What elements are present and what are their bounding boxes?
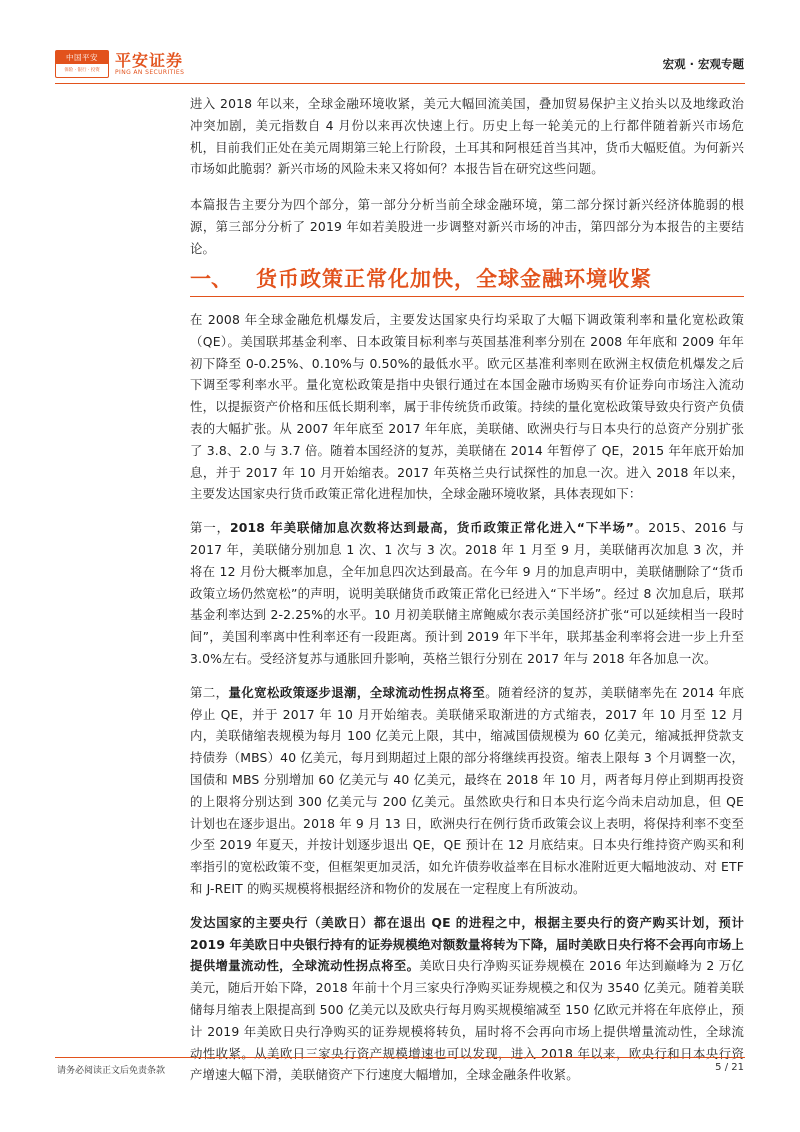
section-heading [190, 257, 744, 297]
intro-paragraph-2: 本篇报告主要分为四个部分，第一部分分析当前全球金融环境，第二部分探讨新兴经济体脆弱的根源，第三部分分析了 2019 年如若美股进一步调整对新兴市场的冲击，第四部分为本报告的主要结论。 [190, 197, 744, 256]
body-paragraph-3-rest: 。随着经济的复苏，美联储率先在 2014 年底停止 QE，并于 2017 年 10 月开始缩表。美联储采取渐进的方式缩表，2017 年 10 月至 12 月内，美联储缩表规模为每月 100 亿美元上限，其中，缩减国债规模为 60 亿美元，缩减抵押贷款支持债券（MBS）40 亿美元，每月到期超过上限的部分将继续再投资。缩表上限每 3 个月调整一次，国债和 MBS 分别增加 60 亿美元与 40 亿美元，最终在 2018 年 10 月，两者每月停止到期再投资的上限将分别达到 300 亿美元与 200 亿美元。虽然欧央行和日本央行迄今尚未启动加息，但 QE 计划也在逐步退出。2018 年 9 月 13 日，欧洲央行在例行货币政策会议上表明，将保持利率不变至少至 2019 年夏天，并按计划逐步退出 QE，QE 预计在 12 月底结束。日本央行维持资产购买和利率指引的宽松政策不变，但框架更加灵活，如允许债券收益率在目标水准附近更大幅地波动、对 ETF 和 J-REIT 的购买规模将根据经济和物价的发展在一定程度上有所波动。 [190, 684, 745, 896]
body-paragraph-2 [190, 517, 744, 670]
body-paragraph-2-rest: 。2015、2016 与 2017 年，美联储分别加息 1 次、1 次与 3 次。2018 年 1 月至 9 月，美联储再次加息 3 次，并将在 12 月份大概率加息，全年加息四次达到最高。在今年 9 月的加息声明中，美联储删除了“货币政策立场仍然宽松”的声明，说明美联储货币政策正常化已经进入“下半场”。经过 8 次加息后，联邦基金利率达到 2-2.25%的水平。10 月初美联储主席鲍威尔表示美国经济扩张“可以延续相当一段时间”，美国利率离中性利率还有一段距离。预计到 2019 年下半年，联邦基金利率将会进一步上升至 3.0%左右。受经济复苏与通胀回升影响，英格兰银行分别在 2017 年与 2018 年各加息一次。 [190, 520, 745, 666]
body-paragraph-2-lead: 第一， [190, 520, 230, 536]
brand-name-en: PING AN SECURITIES [115, 69, 185, 76]
page-header [0, 0, 800, 90]
footer-divider [55, 1057, 745, 1058]
body-paragraph-3-lead: 第二， [190, 684, 229, 700]
body-paragraph-3-bold: 量化宽松政策逐步退潮，全球流动性拐点将至 [228, 684, 486, 700]
intro-paragraph-1: 进入 2018 年以来，全球金融环境收紧，美元大幅回流美国，叠加贸易保护主义抬头以及地缘政治冲突加剧，美元指数自 4 月份以来再次快速上行。历史上每一轮美元的上行都伴随着新兴市场危机，目前我们正处在美元周期第三轮上行阶段，土耳其和阿根廷首当其冲，货币大幅贬值。为何新兴市场如此脆弱？新兴市场的风险未来又将如何？本报告旨在研究这些问题。 [190, 96, 744, 177]
body-paragraph-4-rest: 美欧日央行净购买证券规模在 2016 年达到巅峰为 2 万亿美元，随后开始下降，2018 年前十个月三家央行净购买证券规模之和仅为 3540 亿美元。随着美联储每月缩表上限提高到 500 亿美元以及欧央行每月购买规模缩减至 150 亿欧元并将在年底停止，预计 2019 年美欧日央行净购买的证券规模将转负，届时将不会再向市场上提供增量流动性，全球流动性收紧。从美欧日三家央行资产规模增速也可以发现，进入 2018 年以来，欧央行和日本央行资产增速大幅下滑，美联储资产下行速度大幅增加，全球金融条件收紧。 [190, 958, 744, 1083]
page-number: 5 / 21 [715, 1062, 744, 1073]
section-number: 一、 [190, 267, 232, 291]
body-paragraph-4 [190, 912, 744, 1086]
footer-disclaimer: 请务必阅读正文后免责条款 [57, 1066, 166, 1076]
body-paragraph-3 [190, 682, 744, 900]
section-divider [190, 296, 744, 297]
section-title: 货币政策正常化加快，全球金融环境收紧 [256, 267, 652, 291]
pingan-group-logo [55, 50, 109, 78]
body-block [190, 309, 744, 1098]
intro-block [190, 93, 744, 274]
logo-box-top-text: 中国平安 [56, 51, 108, 64]
body-paragraph-1: 在 2008 年全球金融危机爆发后，主要发达国家央行均采取了大幅下调政策利率和量化宽松政策（QE）。美国联邦基金利率、日本政策目标利率与英国基准利率分别在 2008 年年底和 2009 年年初下降至 0-0.25%、0.10%与 0.50%的最低水平。欧元区基准利率则在欧洲主权债危机爆发之后下调至零利率水平。量化宽松政策是指中央银行通过在本国金融市场购买有价证券向市场注入流动性，以提振资产价格和压低长期利率，属于非传统货币政策。持续的量化宽松政策导致央行资产负债表的大幅扩张。从 2007 年年底至 2017 年年底，美联储、欧洲央行与日本央行的总资产分别扩张了 3.8、2.0 与 3.7 倍。随着本国经济的复苏，美联储在 2014 年暂停了 QE，2015 年年底开始加息，并于 2017 年 10 月开始缩表。2017 年英格兰央行试探性的加息一次。进入 2018 年以来，主要发达国家央行货币政策正常化进程加快，全球金融环境收紧，具体表现如下： [190, 312, 744, 502]
logo-box-bottom-text: 保险 · 银行 · 投资 [64, 68, 100, 73]
body-paragraph-2-bold: 2018 年美联储加息次数将达到最高，货币政策正常化进入“下半场” [229, 520, 635, 536]
section-tag: 宏观 · 宏观专题 [662, 57, 744, 71]
brand-logo [55, 50, 235, 80]
header-divider [55, 83, 745, 84]
body-paragraph-4-bold: 发达国家的主要央行（美欧日）都在退出 QE 的进程之中，根据主要央行的资产购买计划，预计 2019 年美欧日中央银行持有的证券规模绝对额数量将转为下降，届时美欧日央行将不会再向市场上提供增量流动性，全球流动性拐点将至。 [190, 914, 744, 974]
brand-name: 平安证券 [115, 51, 184, 70]
